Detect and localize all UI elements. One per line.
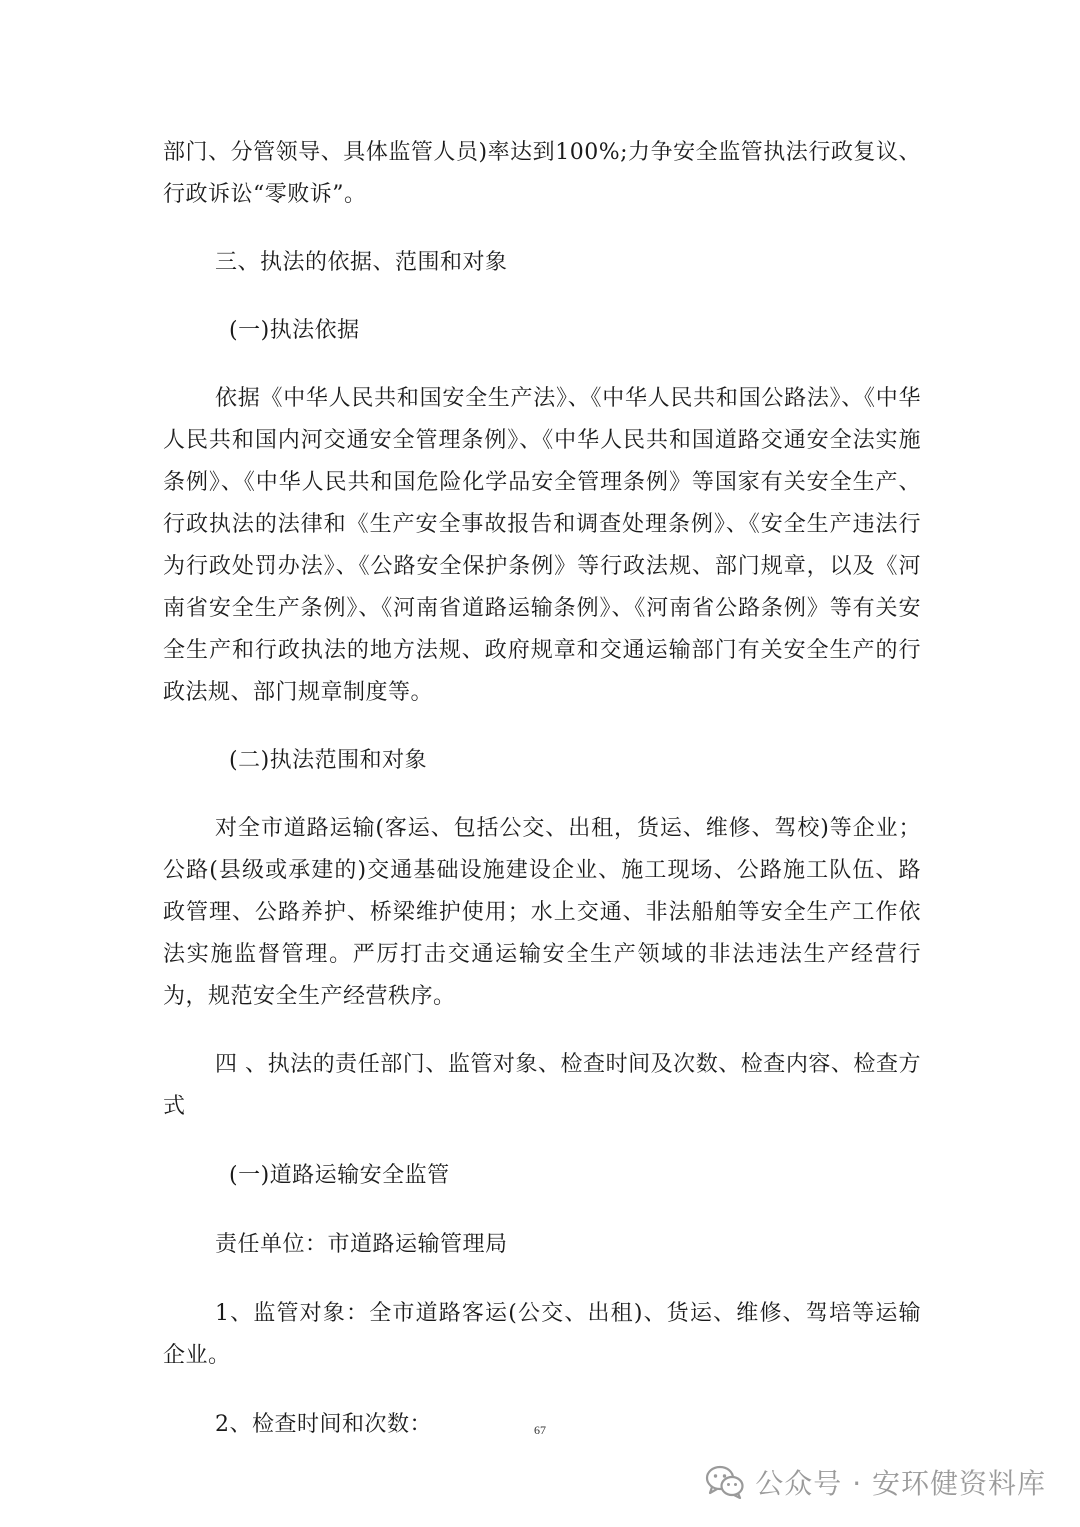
watermark (705, 1462, 1046, 1502)
paragraph-legal-basis: 依据《中华人民共和国安全生产法》、《中华人民共和国公路法》、《中华人民共和国内河交通安全管理条例》、《中华人民共和国道路交通安全法实施条例》、《中华人民共和国危险化学品安全管理条例》等国家有关安全生产、行政执法的法律和《生产安全事故报告和调查处理条例》、《安全生产违法行为行政处罚办法》、《公路安全保护条例》等行政法规、部门规章，以及《河南省安全生产条例》、《河南省道路运输条例》、《河南省公路条例》等有关安全生产和行政执法的地方法规、政府规章和交通运输部门有关安全生产的行政法规、部门规章制度等。 (163, 386, 921, 705)
document-body (163, 132, 921, 1446)
watermark-text: 公众号 · 安环健资料库 (755, 1467, 1046, 1500)
subsection-heading-road-transport: (一)道路运输安全监管 (229, 1163, 450, 1188)
wechat-icon (705, 1465, 745, 1499)
section-heading-3: 三、执法的依据、范围和对象 (215, 250, 508, 275)
inspection-time: 2、检查时间和次数： (215, 1412, 432, 1437)
responsible-unit: 责任单位：市道路运输管理局 (215, 1232, 508, 1257)
section-heading-4: 四 、执法的责任部门、监管对象、检查时间及次数、检查内容、检查方式 (163, 1052, 921, 1119)
page-number: 67 (534, 1423, 546, 1437)
subsection-heading-scope: (二)执法范围和对象 (229, 748, 428, 773)
paragraph-scope: 对全市道路运输(客运、包括公交、出租，货运、维修、驾校)等企业；公路(县级或承建的)交通基础设施建设企业、施工现场、公路施工队伍、路政管理、公路养护、桥梁维护使用；水上交通、非法船舶等安全生产工作依法实施监督管理。严厉打击交通运输安全生产领域的非法违法生产经营行为，规范安全生产经营秩序。 (163, 816, 921, 1009)
supervision-objects: 1、监管对象：全市道路客运(公交、出租)、货运、维修、驾培等运输企业。 (163, 1301, 921, 1368)
subsection-heading-basis: (一)执法依据 (229, 318, 360, 343)
paragraph-continuation: 部门、分管领导、具体监管人员)率达到100%;力争安全监管执法行政复议、行政诉讼“零败诉”。 (163, 140, 921, 207)
